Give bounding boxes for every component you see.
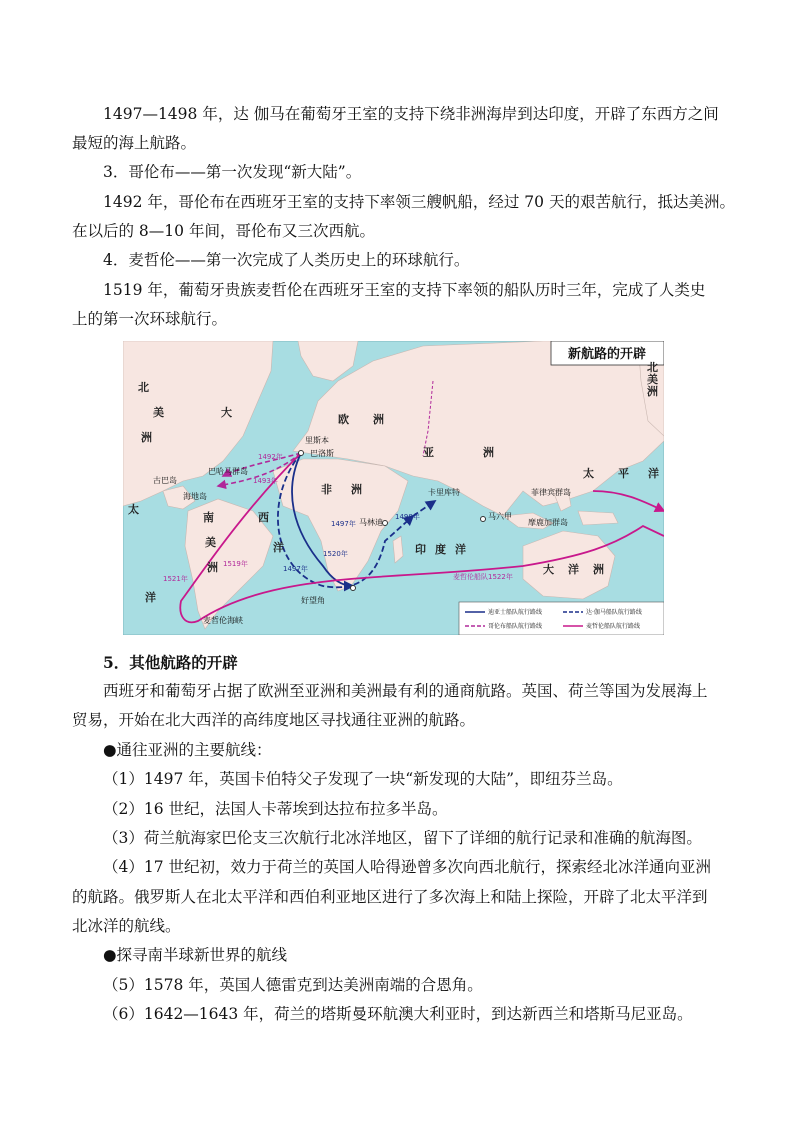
legend-magellan: 麦哲伦船队航行路线 bbox=[586, 623, 641, 630]
label-australia-yang: 洋 bbox=[568, 563, 579, 576]
item-6: （6）1642—1643 年，荷兰的塔斯曼环航澳大利亚时，到达新西兰和塔斯马尼亚岛。 bbox=[103, 1005, 693, 1023]
item-5: （5）1578 年，英国人德雷克到达美洲南端的合恩角。 bbox=[103, 976, 483, 994]
label-atlantic-yang: 洋 bbox=[273, 541, 284, 554]
paragraph-other-routes: 西班牙和葡萄牙占据了欧洲至亚洲和美洲最有利的通商航路。英国、荷兰等国为发展海上 bbox=[103, 682, 708, 700]
item-4-cont: 的航路。俄罗斯人在北太平洋和西伯利亚地区进行了多次海上和陆上探险，开辟了北太平洋到 bbox=[72, 888, 708, 906]
label-haiti: 海地岛 bbox=[183, 492, 207, 501]
label-pacific-yang: 洋 bbox=[648, 467, 659, 480]
label-y1492: 1492年 bbox=[258, 453, 283, 461]
label-south-america-mei: 美 bbox=[205, 536, 216, 549]
label-atlantic-da: 大 bbox=[221, 406, 232, 419]
item-3: （3）荷兰航海家巴伦支三次航行北冰洋地区，留下了详细的航行记录和准确的航海图。 bbox=[103, 829, 702, 847]
label-asia-zhou: 洲 bbox=[483, 446, 494, 459]
label-ne-bei: 北 bbox=[647, 361, 658, 374]
map-title: 新航路的开辟 bbox=[567, 347, 647, 362]
paragraph-magellan-cont: 上的第一次环球航行。 bbox=[72, 310, 228, 328]
label-moluccas: 摩鹿加群岛 bbox=[528, 518, 568, 527]
label-cape: 好望角 bbox=[301, 596, 325, 605]
label-ne-mei: 美 bbox=[647, 373, 658, 386]
label-africa-zhou: 洲 bbox=[351, 483, 362, 496]
label-indian-yang: 洋 bbox=[455, 543, 466, 556]
heading-other-routes: 5．其他航路的开辟 bbox=[103, 653, 238, 672]
malacca-point bbox=[481, 517, 486, 522]
label-south-america-zhou: 洲 bbox=[207, 561, 218, 574]
label-north-america-zhou: 洲 bbox=[141, 431, 152, 444]
item-1: （1）1497 年，英国卡伯特父子发现了一块“新发现的大陆”，即纽芬兰岛。 bbox=[103, 770, 623, 788]
label-y1497b: 1497年 bbox=[283, 565, 308, 573]
paragraph-gama-cont: 最短的海上航路。 bbox=[72, 134, 197, 152]
cape-point bbox=[351, 586, 356, 591]
label-malacca: 马六甲 bbox=[488, 512, 512, 521]
label-north-america-bei: 北 bbox=[138, 381, 149, 394]
label-africa-fei: 非 bbox=[321, 483, 332, 496]
paragraph-columbus: 1492 年，哥伦布在西班牙王室的支持下率领三艘帆船，经过 70 天的艰苦航行，抵达美洲。 bbox=[103, 193, 735, 211]
label-south-america-nan: 南 bbox=[203, 511, 214, 524]
label-australia-da: 大 bbox=[543, 563, 554, 576]
item-2: （2）16 世纪，法国人卡蒂埃到达拉布拉多半岛。 bbox=[103, 800, 448, 818]
label-cuba: 古巴岛 bbox=[153, 476, 177, 485]
label-y1497a: 1497年 bbox=[331, 520, 356, 528]
heading-columbus: 3．哥伦布——第一次发现“新大陆”。 bbox=[103, 163, 362, 181]
item-4: （4）17 世纪初，效力于荷兰的英国人哈得逊曾多次向西北航行，探索经北冰洋通向亚洲 bbox=[103, 858, 712, 876]
legend-dias: 迪亚士船队航行路线 bbox=[488, 609, 543, 616]
heading-magellan: 4．麦哲伦——第一次完成了人类历史上的环球航行。 bbox=[103, 251, 470, 269]
label-y1519: 1519年 bbox=[223, 560, 248, 568]
label-y1520: 1520年 bbox=[323, 550, 348, 558]
legend-box bbox=[459, 602, 664, 635]
malindi-point bbox=[383, 521, 388, 526]
label-philippines: 菲律宾群岛 bbox=[531, 488, 571, 497]
label-lisbon: 里斯本 bbox=[305, 436, 329, 445]
label-europe-zhou: 洲 bbox=[373, 413, 384, 426]
label-y1493: 1493年 bbox=[253, 477, 278, 485]
item-4-cont-2: 北冰洋的航线。 bbox=[72, 917, 181, 935]
paragraph-other-routes-cont: 贸易，开始在北大西洋的高纬度地区寻找通往亚洲的航路。 bbox=[72, 711, 476, 729]
label-y1521: 1521年 bbox=[163, 575, 188, 583]
label-pacific-tai: 太 bbox=[583, 467, 594, 480]
label-europe-ou: 欧 bbox=[338, 413, 349, 426]
paragraph-magellan: 1519 年，葡萄牙贵族麦哲伦在西班牙王室的支持下率领的船队历时三年，完成了人类史 bbox=[103, 281, 706, 299]
label-w-yang: 洋 bbox=[145, 591, 156, 604]
label-magellan-strait: 麦哲伦海峡 bbox=[203, 616, 243, 625]
label-bahama: 巴哈马群岛 bbox=[208, 467, 248, 476]
label-calicut: 卡里库特 bbox=[428, 488, 460, 497]
paragraph-columbus-cont: 在以后的 8—10 年间，哥伦布又三次西航。 bbox=[72, 222, 375, 240]
label-magellan-route: 麦哲伦船队1522年 bbox=[453, 573, 513, 581]
label-y1498: 1498年 bbox=[395, 513, 420, 521]
label-australia-zhou: 洲 bbox=[593, 563, 604, 576]
new-guinea-land bbox=[578, 511, 618, 525]
label-malindi: 马林迪 bbox=[359, 518, 383, 527]
label-atlantic-xi: 西 bbox=[258, 511, 269, 524]
lisbon-point bbox=[299, 451, 304, 456]
bullet-asia-routes: ●通往亚洲的主要航线： bbox=[103, 741, 272, 759]
paragraph-gama: 1497—1498 年，达 伽马在葡萄牙王室的支持下绕非洲海岸到达印度，开辟了东西方之间 bbox=[103, 105, 719, 123]
label-indian-yin: 印 bbox=[415, 543, 426, 556]
map-svg bbox=[123, 341, 664, 635]
label-asia-ya: 亚 bbox=[423, 446, 434, 459]
label-ne-zhou: 洲 bbox=[647, 385, 658, 398]
label-indian-du: 度 bbox=[435, 543, 446, 556]
bullet-southern-routes: ●探寻南半球新世界的航线 bbox=[103, 946, 288, 964]
legend-columbus: 哥伦布船队航行路线 bbox=[488, 623, 543, 630]
legend-gama: 达·伽马船队航行路线 bbox=[586, 609, 642, 616]
label-north-america-mei: 美 bbox=[153, 406, 164, 419]
label-palos: 巴洛斯 bbox=[310, 449, 334, 458]
label-pacific-ping: 平 bbox=[618, 467, 629, 480]
new-routes-map bbox=[123, 341, 664, 635]
label-w-tai: 太 bbox=[128, 503, 139, 516]
